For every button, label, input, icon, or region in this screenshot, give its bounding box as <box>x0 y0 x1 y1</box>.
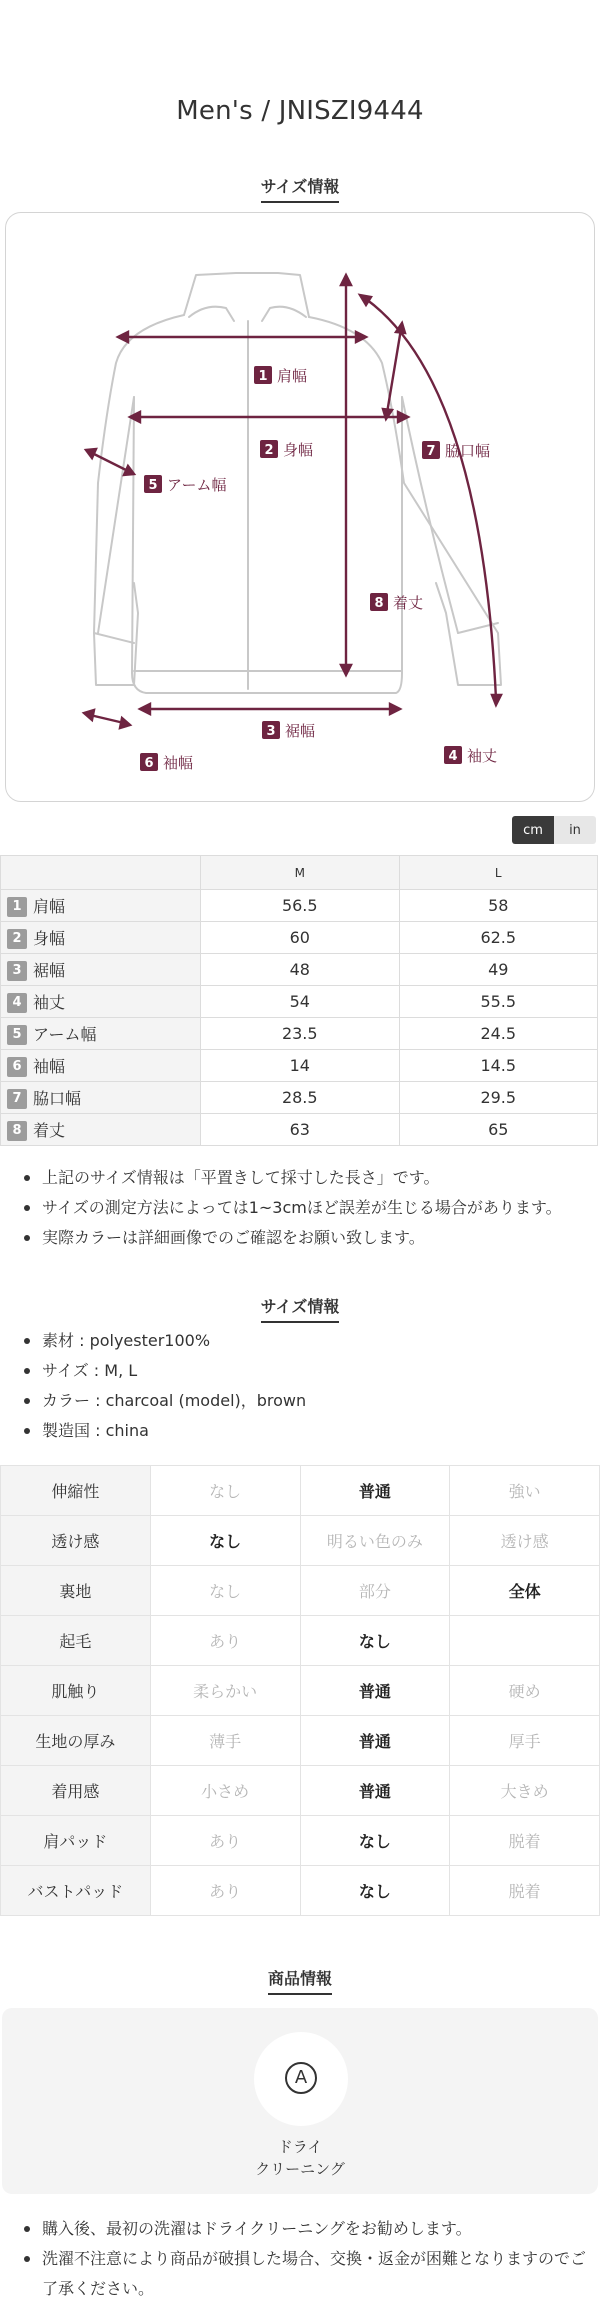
attribute-label: 肩パッド <box>1 1816 151 1866</box>
svg-text:2: 2 <box>264 443 274 458</box>
svg-text:8: 8 <box>374 596 384 611</box>
product-info-heading: 商品情報 <box>0 1966 600 1995</box>
table-row <box>1 1050 598 1082</box>
attribute-option: 大きめ <box>450 1766 600 1816</box>
attribute-option: 硬め <box>450 1666 600 1716</box>
fabric-attributes-table <box>0 1465 600 1916</box>
attribute-option: なし <box>150 1566 300 1616</box>
attribute-label: 伸縮性 <box>1 1466 151 1516</box>
row-number-badge: 3 <box>7 961 27 981</box>
cell-value: 29.5 <box>399 1082 598 1114</box>
attribute-option: あり <box>150 1616 300 1666</box>
row-number-badge: 4 <box>7 993 27 1013</box>
size-column-m: M <box>201 856 400 890</box>
row-label: 着丈 <box>33 1120 66 1140</box>
svg-text:アーム幅: アーム幅 <box>167 476 227 494</box>
attribute-option <box>450 1616 600 1666</box>
attribute-option-selected: なし <box>300 1816 450 1866</box>
attribute-option: なし <box>150 1466 300 1516</box>
attribute-option-selected: 全体 <box>450 1566 600 1616</box>
table-row <box>1 1866 600 1916</box>
cell-value: 55.5 <box>399 986 598 1018</box>
attribute-label: バストパッド <box>1 1866 151 1916</box>
table-row <box>1 1716 600 1766</box>
attribute-option: 明るい色のみ <box>300 1516 450 1566</box>
unit-cm-button[interactable]: cm <box>512 816 554 844</box>
row-label: アーム幅 <box>33 1024 97 1044</box>
list-item: 洗濯不注意により商品が破損した場合、交換・返金が困難となりますのでご了承ください。 <box>22 2244 592 2304</box>
row-label: 袖丈 <box>33 992 66 1012</box>
measure-lines <box>84 275 501 728</box>
unit-in-button[interactable]: in <box>554 816 596 844</box>
table-row <box>1 1082 598 1114</box>
care-label-line2: クリーニング <box>255 2160 345 2178</box>
jacket-diagram <box>6 213 596 803</box>
attribute-label: 着用感 <box>1 1766 151 1816</box>
row-label: 肩幅 <box>33 896 66 916</box>
svg-text:7: 7 <box>426 444 436 459</box>
cell-value: 63 <box>201 1114 400 1146</box>
attribute-option: 脱着 <box>450 1866 600 1916</box>
table-row <box>1 1516 600 1566</box>
dry-clean-icon: A <box>285 2062 317 2094</box>
svg-text:着丈: 着丈 <box>393 594 424 612</box>
size-info-heading-2: サイズ情報 <box>0 1294 600 1323</box>
row-number-badge: 6 <box>7 1057 27 1077</box>
attribute-option: 薄手 <box>150 1716 300 1766</box>
size-info-heading: サイズ情報 <box>0 174 600 203</box>
attribute-option-selected: 普通 <box>300 1766 450 1816</box>
attribute-option: 柔らかい <box>150 1666 300 1716</box>
attribute-label: 透け感 <box>1 1516 151 1566</box>
svg-text:6: 6 <box>144 756 154 771</box>
table-row <box>1 986 598 1018</box>
table-row <box>1 1566 600 1616</box>
care-label-line1: ドライ <box>277 2138 323 2156</box>
label-5-arm-width <box>144 475 227 494</box>
cell-value: 28.5 <box>201 1082 400 1114</box>
row-label: 裾幅 <box>33 960 66 980</box>
cell-value: 65 <box>399 1114 598 1146</box>
attribute-option: あり <box>150 1866 300 1916</box>
row-number-badge: 8 <box>7 1121 27 1141</box>
list-item: 実際カラーは詳細画像でのご確認をお願い致します。 <box>22 1223 592 1253</box>
unit-toggle[interactable] <box>512 816 596 844</box>
svg-text:1: 1 <box>258 369 268 384</box>
svg-text:肩幅: 肩幅 <box>277 367 308 385</box>
care-icon-circle <box>254 2032 348 2126</box>
row-label: 袖幅 <box>33 1056 66 1076</box>
attribute-label: 起毛 <box>1 1616 151 1666</box>
cell-value: 62.5 <box>399 922 598 954</box>
attribute-option: 小さめ <box>150 1766 300 1816</box>
attribute-option: あり <box>150 1816 300 1866</box>
label-1-shoulder <box>254 366 307 385</box>
attribute-option: 脱着 <box>450 1816 600 1866</box>
attribute-option: 部分 <box>300 1566 450 1616</box>
cell-value: 60 <box>201 922 400 954</box>
label-6-cuff <box>140 753 193 772</box>
row-number-badge: 1 <box>7 897 27 917</box>
size-table <box>0 855 598 1146</box>
cell-value: 23.5 <box>201 1018 400 1050</box>
attribute-label: 裏地 <box>1 1566 151 1616</box>
attribute-option: 厚手 <box>450 1716 600 1766</box>
size-diagram <box>5 212 595 802</box>
list-item: カラー : charcoal (model)，brown <box>22 1386 592 1416</box>
attribute-label: 生地の厚み <box>1 1716 151 1766</box>
cell-value: 54 <box>201 986 400 1018</box>
cell-value: 24.5 <box>399 1018 598 1050</box>
table-row <box>1 1766 600 1816</box>
svg-text:4: 4 <box>448 749 458 764</box>
attribute-option-selected: 普通 <box>300 1466 450 1516</box>
spec-list <box>22 1326 592 1446</box>
row-number-badge: 5 <box>7 1025 27 1045</box>
list-item: 上記のサイズ情報は「平置きして採寸した長さ」です。 <box>22 1163 592 1193</box>
svg-text:袖丈: 袖丈 <box>467 747 498 765</box>
cell-value: 48 <box>201 954 400 986</box>
svg-text:3: 3 <box>266 724 276 739</box>
diagram-labels <box>140 366 497 772</box>
svg-text:脇口幅: 脇口幅 <box>445 442 491 460</box>
svg-text:5: 5 <box>148 478 158 493</box>
attribute-option: 強い <box>450 1466 600 1516</box>
table-row <box>1 1816 600 1866</box>
table-row <box>1 1018 598 1050</box>
attribute-option-selected: 普通 <box>300 1716 450 1766</box>
table-row <box>1 1666 600 1716</box>
label-3-hem <box>262 721 315 740</box>
table-row <box>1 1616 600 1666</box>
row-label: 脇口幅 <box>33 1088 82 1108</box>
cell-value: 14.5 <box>399 1050 598 1082</box>
size-table-corner <box>1 856 201 890</box>
table-row <box>1 1114 598 1146</box>
size-notes <box>22 1163 592 1253</box>
list-item: サイズ : M, L <box>22 1356 592 1386</box>
table-row <box>1 954 598 986</box>
list-item: サイズの測定方法によっては1~3cmほど誤差が生じる場合があります。 <box>22 1193 592 1223</box>
cell-value: 14 <box>201 1050 400 1082</box>
cell-value: 58 <box>399 890 598 922</box>
label-4-sleeve-length <box>444 746 497 765</box>
label-7-armhole <box>422 441 490 460</box>
size-table-header <box>1 856 598 890</box>
attribute-option-selected: なし <box>300 1866 450 1916</box>
product-title: Men's / JNISZI9444 <box>176 96 424 126</box>
svg-text:身幅: 身幅 <box>283 441 314 459</box>
list-item: 素材 : polyester100% <box>22 1326 592 1356</box>
label-8-length <box>370 593 423 612</box>
table-row <box>1 890 598 922</box>
attribute-option: 透け感 <box>450 1516 600 1566</box>
attribute-option-selected: なし <box>300 1616 450 1666</box>
row-number-badge: 2 <box>7 929 27 949</box>
table-row <box>1 1466 600 1516</box>
attribute-label: 肌触り <box>1 1666 151 1716</box>
svg-text:裾幅: 裾幅 <box>285 722 316 740</box>
list-item: 購入後、最初の洗濯はドライクリーニングをお勧めします。 <box>22 2214 592 2244</box>
attribute-option-selected: 普通 <box>300 1666 450 1716</box>
cell-value: 56.5 <box>201 890 400 922</box>
svg-text:袖幅: 袖幅 <box>163 754 194 772</box>
list-item: 製造国 : china <box>22 1416 592 1446</box>
attribute-option-selected: なし <box>150 1516 300 1566</box>
table-row <box>1 922 598 954</box>
care-notes <box>22 2214 592 2304</box>
care-instructions <box>2 2008 598 2194</box>
row-label: 身幅 <box>33 928 66 948</box>
size-column-l: L <box>399 856 598 890</box>
row-number-badge: 7 <box>7 1089 27 1109</box>
label-2-chest <box>260 440 313 459</box>
cell-value: 49 <box>399 954 598 986</box>
